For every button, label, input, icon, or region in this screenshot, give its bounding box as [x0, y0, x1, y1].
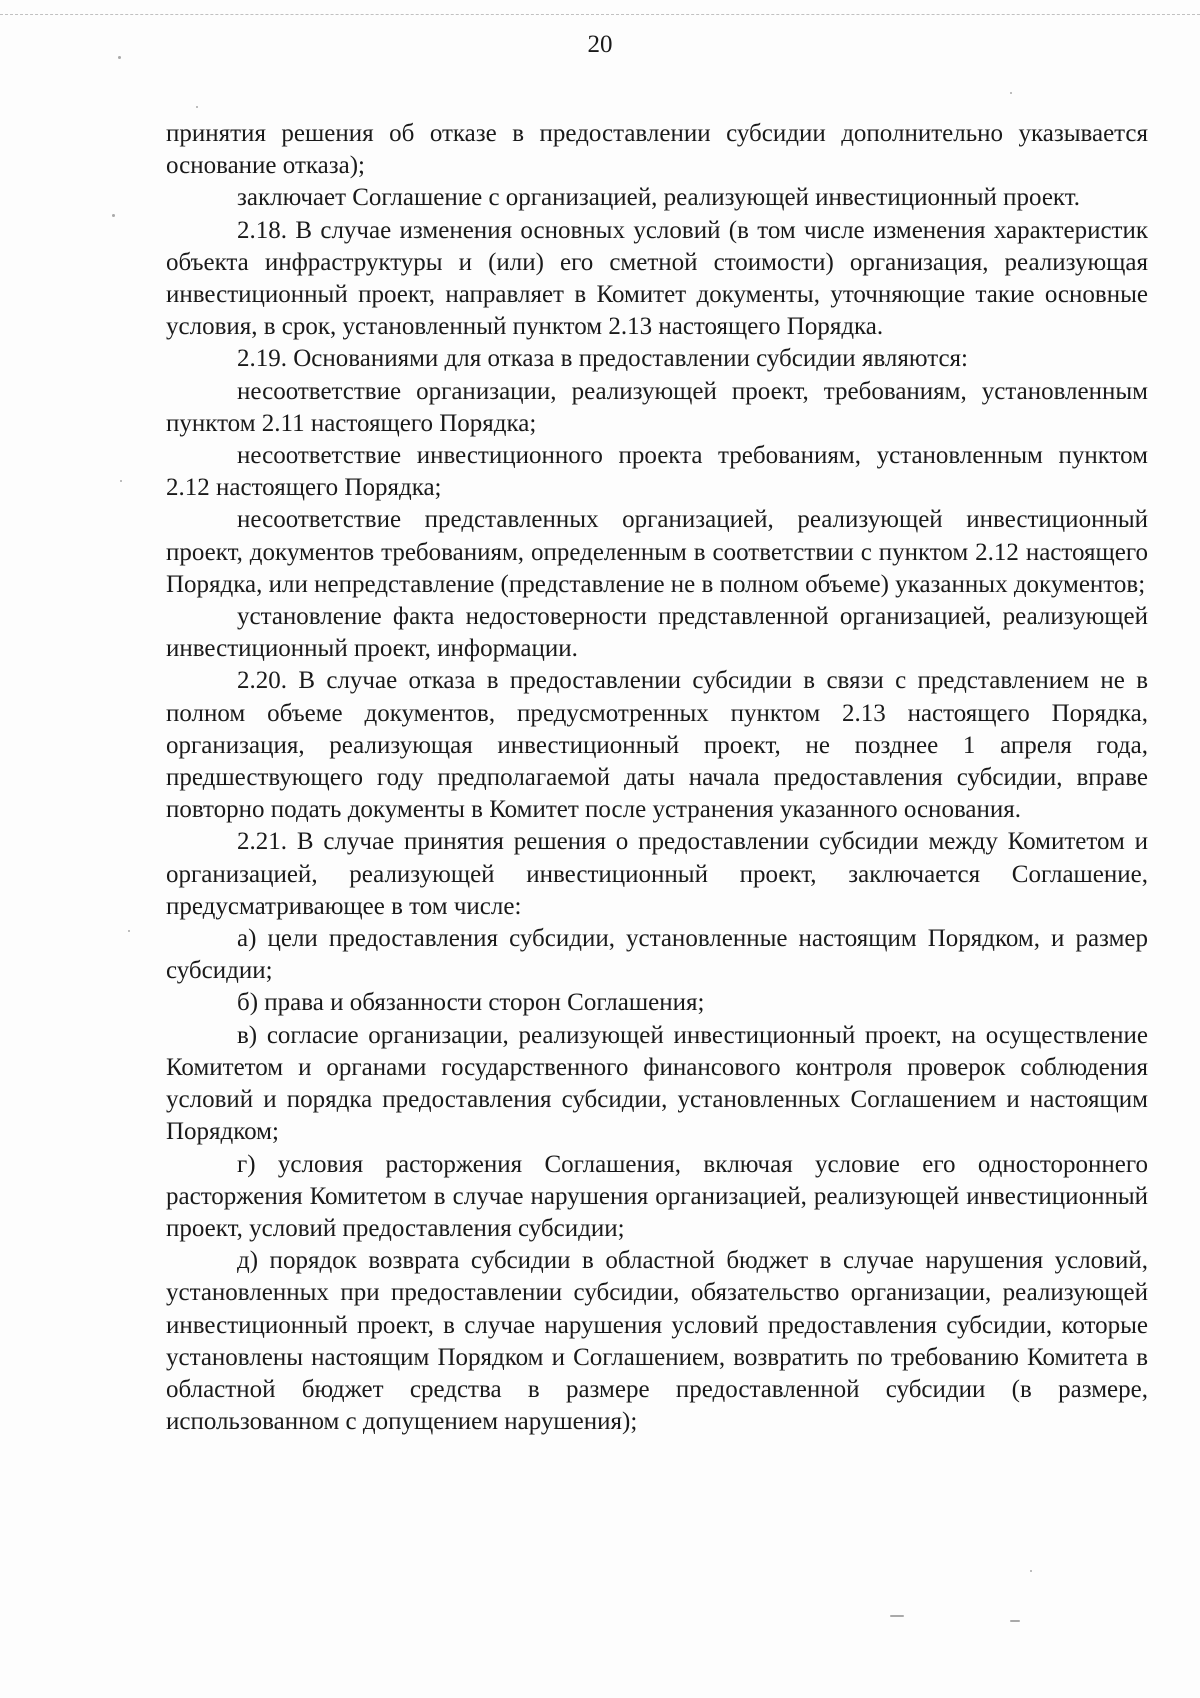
paragraph: установление факта недостоверности представленной организацией, реализующей инвестиционный проект, информации. [166, 603, 1148, 663]
paragraph: принятия решения об отказе в предоставлении субсидии дополнительно указывается основание отказа); [166, 120, 1148, 180]
paragraph: 2.19. Основаниями для отказа в предоставлении субсидии являются: [237, 345, 969, 373]
scan-speck [1010, 92, 1012, 94]
scan-speck [112, 214, 115, 217]
paragraph: 2.18. В случае изменения основных условий (в том числе изменения характеристик объекта инфраструктуры и (или) его сметной стоимости) организация, реализующая инвестиционный проект, направляет в Комитет документы, уточняющие такие основные условия, в срок, установленный пунктом 2.13 настоящего Порядка. [166, 216, 1148, 341]
scan-speck [890, 1615, 904, 1617]
paragraph: несоответствие инвестиционного проекта требованиям, установленным пунктом 2.12 настоящего Порядка; [166, 442, 1148, 502]
paragraph: в) согласие организации, реализующей инвестиционный проект, на осуществление Комитетом и органами государственного финансового контроля проверок соблюдения условий и порядка предоставления субсидии, установленных Соглашением и настоящим Порядком; [166, 1021, 1148, 1146]
paragraph: б) права и обязанности сторон Соглашения; [237, 989, 705, 1017]
paragraph: д) порядок возврата субсидии в областной бюджет в случае нарушения условий, установленных при предоставлении субсидии, обязательство организации, реализующей инвестиционный проект, в случае нарушения условий предоставления субсидии, которые установлены настоящим Порядком и Соглашением, возвратить по требованию Комитета в областной бюджет средства в размере предоставленной субсидии (в размере, использованном с допущением нарушения); [166, 1247, 1148, 1436]
paragraph: г) условия расторжения Соглашения, включая условие его одностороннего расторжения Комитетом в случае нарушения организацией, реализующей инвестиционный проект, условий предоставления субсидии; [166, 1150, 1148, 1242]
scan-speck [196, 106, 198, 108]
scan-speck [128, 930, 130, 932]
paragraph: несоответствие представленных организацией, реализующей инвестиционный проект, документов требованиям, определенным в соответствии с пунктом 2.12 настоящего Порядка, или непредставление (представление не в полном объеме) указанных документов; [166, 506, 1148, 598]
page-number: 20 [587, 31, 613, 58]
scan-speck [118, 56, 121, 59]
scan-speck [1030, 1570, 1032, 1572]
scan-speck [120, 480, 122, 482]
paragraph: 2.21. В случае принятия решения о предоставлении субсидии между Комитетом и организацией, реализующей инвестиционный проект, заключается Соглашение, предусматривающее в том числе: [166, 828, 1148, 920]
paragraph: а) цели предоставления субсидии, установленные настоящим Порядком, и размер субсидии; [166, 925, 1148, 985]
scan-speck [1010, 1620, 1020, 1622]
paragraph: 2.20. В случае отказа в предоставлении субсидии в связи с представлением не в полном объеме документов, предусмотренных пунктом 2.13 настоящего Порядка, организация, реализующая инвестиционный проект, не позднее 1 апреля года, предшествующего году предполагаемой даты начала предоставления субсидии, вправе повторно подать документы в Комитет после устранения указанного основания. [166, 667, 1148, 824]
scan-edge-line [0, 14, 1200, 15]
paragraph: заключает Соглашение с организацией, реализующей инвестиционный проект. [237, 184, 1081, 212]
paragraph: несоответствие организации, реализующей проект, требованиям, установленным пунктом 2.11 настоящего Порядка; [166, 377, 1148, 437]
document-body [166, 118, 1148, 1438]
